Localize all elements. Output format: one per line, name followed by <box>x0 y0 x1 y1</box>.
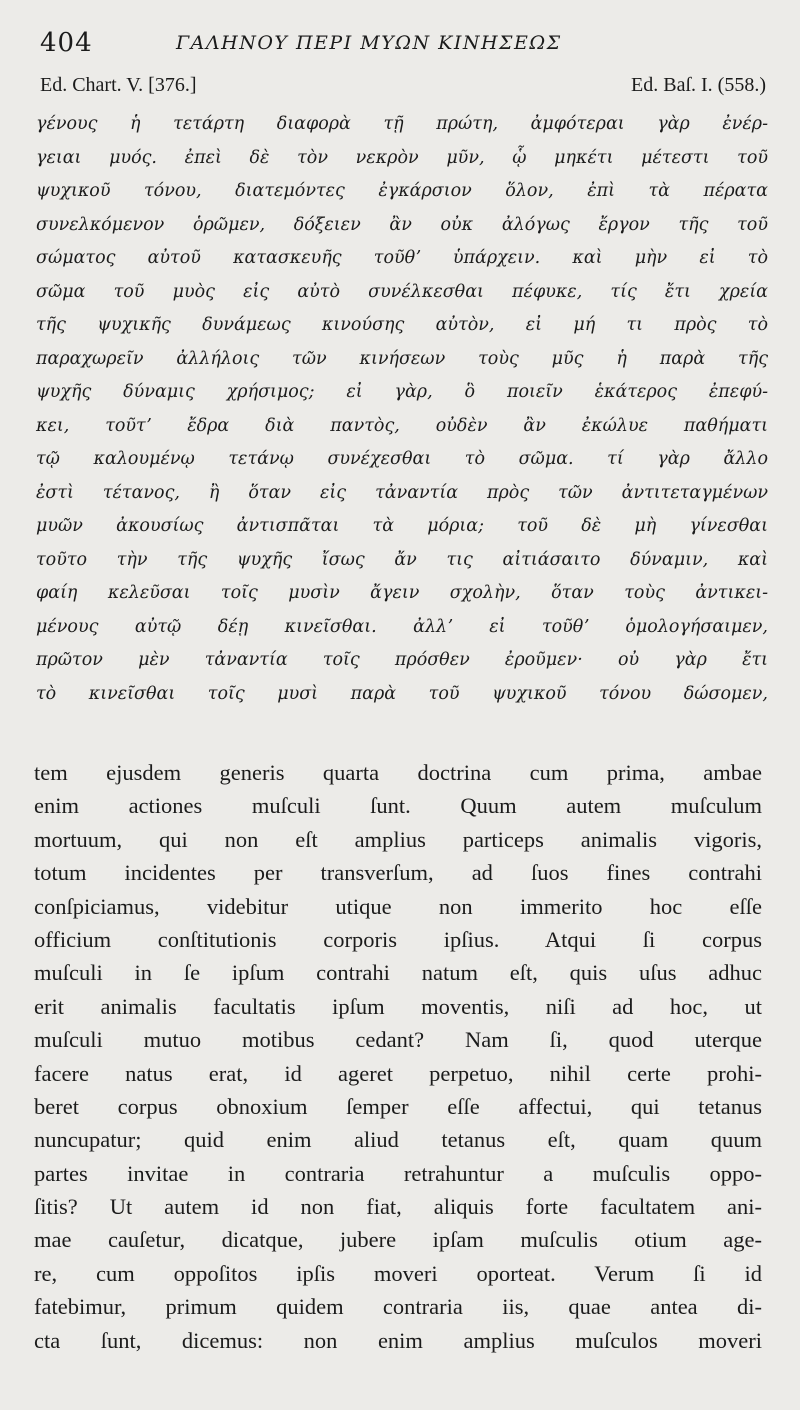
greek-text-line: τῆς ψυχικῆς δυνάμεως κινούσης αὐτὸν, εἰ μή τι πρὸς τὸ <box>36 315 768 335</box>
edition-reference-line <box>40 74 766 104</box>
latin-text-line: fatebimur, primum quidem contraria iis, quae antea di- <box>34 1294 762 1320</box>
page-number: 404 <box>40 28 93 58</box>
greek-text-line: κει, τοῦτʼ ἔδρα διὰ παντὸς, οὐδὲν ἂν ἐκώλυε παθήματι <box>36 415 768 436</box>
greek-text-line: ψυχικοῦ τόνου, διατεμόντες ἐγκάρσιον ὅλον, ἐπὶ τὰ πέρατα <box>36 181 768 201</box>
greek-text-line: παραχωρεῖν ἀλλήλοις τῶν κινήσεων τοὺς μῦς ἡ παρὰ τῆς <box>36 348 768 369</box>
greek-text-line: μένους αὐτῷ δέῃ κινεῖσθαι. ἀλλʼ εἰ τοῦθʼ ὁμολογήσαιμεν, <box>36 616 768 637</box>
greek-text-line: τοῦτο τὴν τῆς ψυχῆς ἴσως ἄν τις αἰτιάσαιτο δύναμιν, καὶ <box>36 549 768 570</box>
latin-text-line: conſpiciamus, videbitur utique non immerito hoc eſſe <box>34 893 762 919</box>
running-title: ΓΑΛΗΝΟΥ ΠΕΡΙ ΜΥΩΝ ΚΙΝΗΣΕΩΣ <box>176 32 562 54</box>
greek-text-line: ἐστὶ τέτανος, ἢ ὅταν εἰς τἀναντία πρὸς τῶν ἀντιτεταγμένων <box>36 482 768 503</box>
latin-text-line: partes invitae in contraria retrahuntur a muſculis oppo- <box>34 1160 762 1186</box>
greek-text-line: πρῶτον μὲν τἀναντία τοῖς πρόσθεν ἐροῦμεν· οὐ γὰρ ἔτι <box>36 650 768 670</box>
greek-text-line: τὸ κινεῖσθαι τοῖς μυσὶ παρὰ τοῦ ψυχικοῦ τόνου δώσομεν, <box>36 683 768 704</box>
greek-text-line: γένους ἡ τετάρτη διαφορὰ τῇ πρώτη, ἀμφότεραι γὰρ ἐνέρ- <box>36 114 768 134</box>
greek-text-block <box>36 108 768 711</box>
latin-text-line: muſculi mutuo motibus cedant? Nam ſi, quod uterque <box>34 1027 762 1053</box>
latin-text-line: mae cauſetur, dicatque, jubere ipſam muſculis otium age- <box>34 1227 762 1253</box>
latin-text-line: facere natus erat, id ageret perpetuo, nihil certe prohi- <box>34 1060 762 1086</box>
latin-text-line: officium conſtitutionis corporis ipſius. Atqui ſi corpus <box>34 926 762 952</box>
latin-text-block <box>34 756 762 1357</box>
latin-text-line: totum incidentes per transverſum, ad ſuos fines contrahi <box>34 860 762 886</box>
latin-text-line: erit animalis facultatis ipſum moventis, niſi ad hoc, ut <box>34 993 762 1019</box>
latin-text-line: nuncupatur; quid enim aliud tetanus eſt, quam quum <box>34 1127 762 1153</box>
page-header <box>40 28 760 62</box>
greek-text-line: μυῶν ἀκουσίως ἀντισπᾶται τὰ μόρια; τοῦ δὲ μὴ γίνεσθαι <box>36 516 768 536</box>
latin-text-line: cta ſunt, dicemus: non enim amplius muſculos moveri <box>34 1327 762 1353</box>
latin-text-line: re, cum oppoſitos ipſis moveri oporteat. Verum ſi id <box>34 1260 762 1286</box>
greek-text-line: συνελκόμενον ὁρῶμεν, δόξειεν ἂν οὐκ ἀλόγως ἔργον τῆς τοῦ <box>36 214 768 235</box>
greek-text-line: σῶμα τοῦ μυὸς εἰς αὐτὸ συνέλκεσθαι πέφυκε, τίς ἔτι χρεία <box>36 281 768 302</box>
latin-text-line: mortuum, qui non eſt amplius particeps animalis vigoris, <box>34 826 762 852</box>
latin-text-line: ſitis? Ut autem id non fiat, aliquis forte facultatem ani- <box>34 1194 762 1220</box>
latin-text-line: beret corpus obnoxium ſemper eſſe affectui, qui tetanus <box>34 1093 762 1119</box>
greek-text-line: τῷ καλουμένῳ τετάνῳ συνέχεσθαι τὸ σῶμα. τί γὰρ ἄλλο <box>36 449 768 469</box>
edition-chartier-reference: Ed. Chart. V. [376.] <box>40 74 197 96</box>
greek-text-line: ψυχῆς δύναμις χρήσιμος; εἰ γὰρ, ὃ ποιεῖν ἑκάτερος ἐπεφύ- <box>36 382 768 402</box>
latin-text-line: tem ejusdem generis quarta doctrina cum prima, ambae <box>34 760 762 785</box>
greek-text-line: γειαι μυός. ἐπεὶ δὲ τὸν νεκρὸν μῦν, ᾧ μηκέτι μέτεστι τοῦ <box>36 147 768 168</box>
latin-text-line: enim actiones muſculi ſunt. Quum autem muſculum <box>34 793 762 819</box>
greek-text-line: σώματος αὐτοῦ κατασκευῆς τοῦθʼ ὑπάρχειν. καὶ μὴν εἰ τὸ <box>36 248 768 268</box>
greek-text-line: φαίη κελεῦσαι τοῖς μυσὶν ἄγειν σχολὴν, ὅταν τοὺς ἀντικει- <box>36 583 768 603</box>
edition-basel-reference: Ed. Baſ. I. (558.) <box>631 74 766 96</box>
latin-text-line: muſculi in ſe ipſum contrahi natum eſt, quis uſus adhuc <box>34 960 762 986</box>
